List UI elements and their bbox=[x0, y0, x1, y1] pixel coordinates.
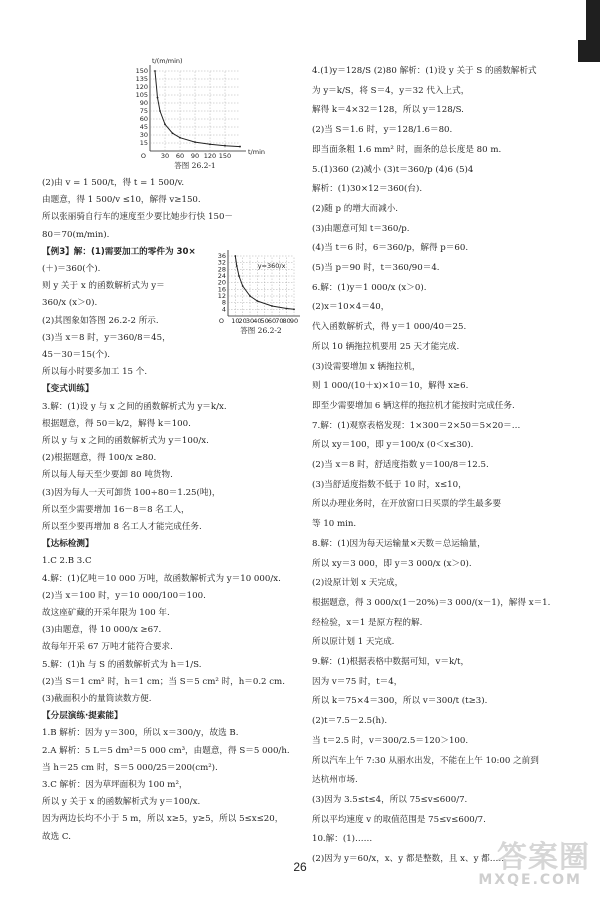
y-tick-label: 8 bbox=[221, 298, 226, 307]
y-tick-label: 135 bbox=[135, 75, 148, 83]
y-tick-label: 60 bbox=[139, 115, 148, 123]
page-corner-tab bbox=[586, 0, 600, 62]
data-point bbox=[249, 295, 251, 297]
data-point bbox=[172, 132, 174, 134]
text-line: 当 t＝2.5 时，v＝300/2.5＝120＞100. bbox=[312, 735, 469, 746]
text-line: (3)设需要增加 x 辆拖拉机， bbox=[312, 361, 421, 372]
text-line: 所以 xy＝3 000，即 y＝3 000/x (x＞0). bbox=[312, 558, 472, 569]
y-tick-label: 24 bbox=[217, 272, 226, 280]
y-tick-label: 32 bbox=[217, 258, 226, 267]
chart-caption: 答图 26.2-1 bbox=[174, 161, 216, 170]
x-tick-label: 120 bbox=[203, 152, 217, 160]
x-tick-label: 90 bbox=[289, 317, 299, 325]
text-line: 9.解：(1)根据表格中数据可知，v＝k/t， bbox=[312, 657, 470, 667]
x-tick-label: 90 bbox=[190, 152, 200, 160]
text-line: 解析：(1)30×12＝360(台). bbox=[312, 184, 423, 195]
chart-caption: 答图 26.2-2 bbox=[240, 326, 282, 335]
text-line: 2.A 解析：5 L＝5 dm³＝5 000 cm³，由题意，得 S＝5 000/h. bbox=[42, 745, 290, 756]
data-point bbox=[209, 143, 211, 145]
text-line: (2)当 x＝8 时，舒适度指数 y＝100/8＝12.5. bbox=[312, 460, 489, 470]
text-line: 所以平均速度 v 的取值范围是 75≤v≤600/7. bbox=[312, 814, 486, 825]
text-line: (2)因为 y＝60/x，x、y 都是整数，且 x、y 都…… bbox=[312, 854, 507, 864]
x-tick-label: 30 bbox=[245, 317, 255, 325]
text-line: (2)当 x＝100 时，y＝10 000/100＝100. bbox=[42, 590, 206, 601]
y-tick-label: 16 bbox=[217, 285, 226, 294]
text-line: 则 y 关于 x 的函数解析式为 y＝ bbox=[42, 281, 165, 292]
y-tick-label: 120 bbox=[135, 83, 148, 91]
text-line: 故选 C. bbox=[42, 831, 71, 842]
text-line: 6.解：(1)y＝1 000/x (x＞0). bbox=[312, 282, 427, 293]
x-tick-label: 50 bbox=[260, 317, 269, 325]
x-tick-label: 60 bbox=[175, 152, 185, 160]
text-line: 4.解：(1)亿吨＝10 000 万吨，故函数解析式为 y＝10 000/x. bbox=[42, 573, 281, 584]
y-tick-label: 150 bbox=[135, 67, 148, 75]
text-line: 等 10 min. bbox=[312, 519, 357, 530]
text-line: 所以每人每天至少要卸 80 吨货物. bbox=[42, 470, 173, 481]
text-line: 代入函数解析式，得 y＝1 000/40＝25. bbox=[312, 322, 467, 333]
y-tick-label: 45 bbox=[139, 123, 148, 131]
text-line: 因为两边长均不小于 5 m，所以 x≥5，y≥5，所以 5≤x≤20， bbox=[42, 814, 284, 825]
origin-label: O bbox=[140, 152, 146, 160]
series-curve bbox=[155, 71, 240, 147]
text-line: (2)设原计划 x 天完成， bbox=[312, 578, 404, 589]
y-tick-label: 90 bbox=[139, 99, 148, 107]
text-line: (2)其图象如答图 26.2-2 所示. bbox=[42, 315, 159, 326]
text-line: (3)由题意，得 10 000/x ≥67. bbox=[42, 625, 162, 636]
text-line: 5.(1)360 (2)减小 (3)t＝360/p (4)6 (5)4 bbox=[312, 164, 474, 175]
x-tick-label: 30 bbox=[160, 152, 170, 160]
text-line: 则 1 000/(10＋x)×10＝10，解得 x≥6. bbox=[312, 381, 469, 392]
y-tick-label: 36 bbox=[217, 252, 226, 260]
text-line: 故每年开采 67 万吨才能符合要求. bbox=[42, 642, 173, 653]
text-line: (4)当 t＝6 时，6＝360/p，解得 p＝60. bbox=[312, 243, 469, 254]
text-line: 【分层演练·提素能】 bbox=[42, 711, 123, 722]
data-point bbox=[157, 97, 159, 99]
text-line: 经检验，x＝1 是原方程的解. bbox=[312, 617, 423, 628]
data-point bbox=[154, 70, 156, 72]
text-line: 4.(1)y＝128/S (2)80 解析：(1)设 y 关于 S 的函数解析式 bbox=[312, 66, 537, 76]
text-line: 45－30＝15(个). bbox=[42, 350, 111, 360]
data-point bbox=[164, 123, 166, 125]
x-tick-label: 70 bbox=[275, 317, 284, 325]
text-line: (＋)＝360(个). bbox=[42, 264, 101, 274]
page-number: 26 bbox=[293, 860, 307, 874]
text-line: (2)随 p 的增大而减小. bbox=[312, 203, 399, 214]
text-line: 7.解：(1)观察表格发现：1×300＝2×50＝5×20＝… bbox=[312, 420, 521, 431]
text-line: 【变式训练】 bbox=[42, 384, 94, 395]
text-line: 80＝70(m/min). bbox=[42, 229, 110, 240]
text-line: 所以 y 关于 x 的函数解析式为 y＝100/x. bbox=[42, 797, 201, 808]
text-line: 根据题意，得 50＝k/2，解得 k＝100. bbox=[42, 418, 191, 429]
text-line: 1.C 2.B 3.C bbox=[42, 556, 92, 567]
text-line: (3)由题意可知 t＝360/p. bbox=[312, 223, 410, 234]
text-line: 360/x (x＞0). bbox=[42, 298, 98, 309]
data-point bbox=[224, 145, 226, 147]
text-line: 所以 10 辆拖拉机要用 25 天才能完成. bbox=[312, 341, 460, 352]
data-point bbox=[238, 275, 240, 277]
text-line: 达杭州市场. bbox=[312, 775, 358, 786]
page-corner-notch bbox=[578, 40, 586, 62]
x-tick-label: 150 bbox=[218, 152, 232, 160]
x-tick-label: 60 bbox=[267, 317, 277, 325]
text-line: 8.解：(1)因为每天运输量×天数＝总运输量， bbox=[312, 538, 486, 549]
text-line: 所以 y 与 x 之间的函数解析式为 y＝100/x. bbox=[42, 436, 209, 446]
y-tick-label: 75 bbox=[139, 107, 148, 115]
y-tick-label: 105 bbox=[135, 91, 148, 99]
text-line: 为 y＝k/S，将 S＝4，y＝32 代入上式， bbox=[312, 85, 470, 96]
text-line: 由题意，得 1 500/v ≤10，解得 v≥150. bbox=[42, 195, 201, 206]
text-line: (5)当 p＝90 时，t＝360/90＝4. bbox=[312, 263, 440, 273]
watermark-logo: 答案圈 bbox=[497, 840, 590, 875]
text-line: 根据题意，得 3 000/x(1－20%)＝3 000/(x－1)，解得 x＝1. bbox=[312, 597, 551, 608]
text-line: 所以至少需要增加 16－8＝8 名工人， bbox=[42, 504, 190, 515]
text-line: (2)x＝10×4＝40， bbox=[312, 302, 390, 313]
answer-figure-26-2-1 bbox=[130, 57, 265, 178]
watermark-url: MXQE.COM bbox=[478, 872, 582, 888]
y-tick-label: 30 bbox=[139, 131, 148, 139]
text-line: 3.C 解析：因为草坪面积为 100 m²， bbox=[42, 780, 188, 790]
text-line: (3)截面积小的量筒读数方便. bbox=[42, 694, 152, 704]
origin-label: O bbox=[218, 317, 224, 325]
text-line: 1.B 解析：因为 y＝300，所以 x＝300/y，故选 B. bbox=[42, 728, 239, 739]
text-line: 3.解：(1)设 y 与 x 之间的函数解析式为 y＝k/x. bbox=[42, 401, 227, 412]
y-axis-label: t/(m/min) bbox=[152, 57, 183, 65]
text-line: (3)当舒适度指数不低于 10 时，x≤10， bbox=[312, 479, 467, 490]
data-point bbox=[194, 141, 196, 143]
text-line: (2)t＝7.5－2.5(h). bbox=[312, 716, 388, 727]
text-line: (3)当 x＝8 时，y＝360/8＝45， bbox=[42, 332, 171, 343]
text-line: 所以办理业务时，在开放窗口日买票的学生最多要 bbox=[312, 499, 502, 510]
text-line: (2)由 v = 1 500/t，得 t = 1 500/v. bbox=[42, 178, 185, 188]
data-point bbox=[159, 110, 161, 112]
text-line: 【达标检测】 bbox=[42, 539, 94, 550]
y-tick-label: 28 bbox=[217, 265, 226, 274]
text-line: (3)因为 3.5≤t≤4，所以 75≤v≤600/7. bbox=[312, 794, 468, 805]
y-tick-label: 20 bbox=[217, 278, 226, 287]
text-line: 当 h＝25 cm 时，S＝5 000/25＝200(cm²). bbox=[42, 762, 218, 773]
x-tick-label: 80 bbox=[282, 317, 291, 325]
data-point bbox=[179, 137, 181, 139]
text-line: (2)当 S＝1 cm² 时，h＝1 cm；当 S＝5 cm² 时，h＝0.2 cm. bbox=[42, 676, 285, 687]
x-tick-label: 40 bbox=[253, 317, 262, 325]
text-line: 所以至少要再增加 8 名工人才能完成任务. bbox=[42, 522, 202, 532]
x-tick-label: 20 bbox=[238, 317, 247, 325]
text-line: (2)根据题意，得 100/x ≥80. bbox=[42, 453, 157, 464]
text-line: 【例3】解：(1)需要加工的零件为 30× bbox=[42, 246, 196, 257]
text-line: 因为 v＝75 时，t＝4， bbox=[312, 676, 403, 687]
text-line: 所以原计划 1 天完成. bbox=[312, 637, 395, 648]
x-tick-label: 10 bbox=[231, 317, 240, 325]
text-line: 5.解：(1)h 与 S 的函数解析式为 h＝1/S. bbox=[42, 659, 202, 670]
text-line: 所以每小时要多加工 15 个. bbox=[42, 367, 148, 378]
text-line: 所以汽车上午 7:30 从丽水出发，不能在上午 10:00 之前到 bbox=[312, 755, 539, 766]
text-line: 即至少需要增加 6 辆这样的拖拉机才能按时完成任务. bbox=[312, 400, 515, 411]
y-tick-label: 15 bbox=[139, 139, 148, 147]
text-line: (3)因为每人一天可卸货 100÷80＝1.25(吨)， bbox=[42, 487, 221, 498]
text-line: 10.解：(1)…… bbox=[312, 834, 373, 845]
text-line: 所以 k＝75×4＝300，所以 v＝300/t (t≥3). bbox=[312, 696, 488, 707]
text-line: 故这座矿藏的开采年限为 100 年. bbox=[42, 608, 170, 618]
x-axis-label: t/min bbox=[248, 148, 265, 156]
text-line: 所以 xy＝100，即 y＝100/x (0＜x≤30). bbox=[312, 440, 474, 451]
data-point bbox=[239, 146, 241, 148]
text-line: 所以张丽骑自行车的速度至少要比她步行快 150－ bbox=[42, 212, 234, 223]
y-tick-label: 4 bbox=[221, 305, 226, 314]
text-line: (2)当 S＝1.6 时，y＝128/1.6＝80. bbox=[312, 125, 453, 136]
y-tick-label: 12 bbox=[217, 292, 226, 300]
text-line: 解得 k＝4×32＝128，所以 y＝128/S. bbox=[312, 105, 464, 116]
curve-annotation: y=360/x bbox=[257, 262, 286, 270]
text-line: 即当面条粗 1.6 mm² 时，面条的总长度是 80 m. bbox=[312, 144, 502, 155]
